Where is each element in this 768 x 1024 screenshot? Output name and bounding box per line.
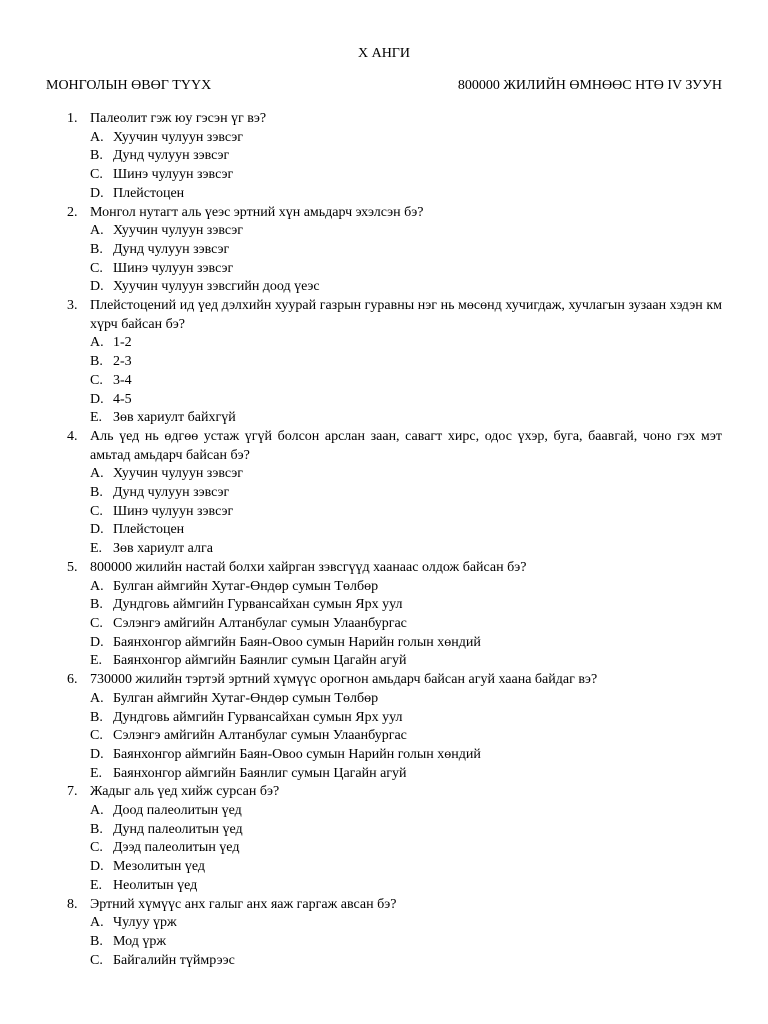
option-letter: C. <box>90 840 103 856</box>
option-text: Баянхонгор аймгийн Баян-Овоо сумын Нарийн голын хөндий <box>113 634 481 650</box>
option-text: Булган аймгийн Хутаг-Өндөр сумын Төлбөр <box>113 690 379 706</box>
option-text: Мод үрж <box>113 933 166 949</box>
question-line <box>46 428 722 465</box>
option-letter: B. <box>90 821 103 837</box>
answer-option <box>46 596 722 615</box>
answer-option <box>46 765 722 784</box>
answer-option <box>46 690 722 709</box>
answer-option <box>46 278 722 297</box>
option-text: Дунд чулуун зэвсэг <box>113 148 230 164</box>
question-number: 1. <box>67 111 78 126</box>
question-text: 800000 жилийн настай болхи хайрган зэвсгүүд хаанаас олдож байсан бэ? <box>90 559 527 575</box>
question-item <box>46 559 722 671</box>
question-text: Палеолит гэж юу гэсэн үг вэ? <box>90 111 267 126</box>
option-letter: A. <box>90 578 104 594</box>
question-item <box>46 297 722 428</box>
question-number: 5. <box>67 559 78 575</box>
answer-options <box>46 578 722 672</box>
option-text: Зөв хариулт байхгүй <box>113 410 236 426</box>
option-text: Хуучин чулуун зэвсэг <box>113 223 244 239</box>
option-text: Дундговь аймгийн Гурвансайхан сумын Ярх уул <box>113 597 403 613</box>
answer-option <box>46 484 722 503</box>
answer-option <box>46 709 722 728</box>
option-letter: D. <box>90 859 104 875</box>
period-title: 800000 ЖИЛИЙН ӨМНӨӨС НТӨ IV ЗУУН <box>457 78 722 93</box>
answer-option <box>46 540 722 559</box>
option-letter: B. <box>90 485 103 501</box>
option-letter: B. <box>90 241 103 257</box>
question-text: Монгол нутагт аль үеэс эртний хүн амьдарч эхэлсэн бэ? <box>90 204 424 220</box>
question-text: Жадыг аль үед хийж сурсан бэ? <box>90 784 280 800</box>
option-text: Зөв хариулт алга <box>113 541 213 557</box>
option-letter: C. <box>90 372 103 388</box>
question-text: Аль үед нь өдгөө устаж үгүй болсон арслан заан, савагт хирс, одос үхэр, буга, баавгай, чоно гэх мэт амьтад амьдарч байсан бэ? <box>90 428 722 463</box>
question-line <box>46 671 722 690</box>
option-letter: B. <box>90 148 103 164</box>
option-text: Дээд палеолитын үед <box>113 840 240 856</box>
answer-option <box>46 185 722 204</box>
subject-title: МОНГОЛЫН ӨВӨГ ТҮҮХ <box>46 78 212 93</box>
question-line <box>46 783 722 802</box>
question-line <box>46 204 722 223</box>
option-text: Сэлэнгэ амйгийн Алтанбулаг сумын Улаанбургас <box>113 615 407 631</box>
option-letter: A. <box>90 223 104 239</box>
option-letter: D. <box>90 185 104 201</box>
option-letter: A. <box>90 915 104 931</box>
answer-option <box>46 933 722 952</box>
option-letter: C. <box>90 260 103 276</box>
option-letter: E. <box>90 877 103 893</box>
option-text: Булган аймгийн Хутаг-Өндөр сумын Төлбөр <box>113 578 379 594</box>
option-letter: B. <box>90 354 103 370</box>
question-number: 3. <box>67 298 78 314</box>
option-text: Баянхонгор аймгийн Баян-Овоо сумын Нарийн голын хөндий <box>113 746 481 762</box>
answer-option <box>46 372 722 391</box>
option-text: Плейстоцен <box>113 522 185 538</box>
answer-options <box>46 914 722 970</box>
option-text: Сэлэнгэ амйгийн Алтанбулаг сумын Улаанбургас <box>113 728 407 744</box>
answer-option <box>46 877 722 896</box>
option-letter: E. <box>90 765 103 781</box>
question-text: 730000 жилийн тэртэй эртний хүмүүс орогнон амьдарч байсан агуй хаана байдаг вэ? <box>90 672 598 688</box>
option-text: Мезолитын үед <box>113 859 206 875</box>
option-text: Доод палеолитын үед <box>113 803 242 819</box>
answer-options <box>46 465 722 559</box>
option-text: Дунд чулуун зэвсэг <box>113 241 230 257</box>
option-letter: D. <box>90 522 104 538</box>
question-item <box>46 783 722 895</box>
answer-option <box>46 409 722 428</box>
answer-option <box>46 634 722 653</box>
answer-option <box>46 260 722 279</box>
question-line <box>46 559 722 578</box>
answer-option <box>46 858 722 877</box>
question-item <box>46 110 722 204</box>
grade-title: X АНГИ <box>357 46 411 61</box>
question-list <box>46 110 722 970</box>
answer-option <box>46 147 722 166</box>
option-text: Баянхонгор аймгийн Баянлиг сумын Цагайн агуй <box>113 653 407 669</box>
question-number: 8. <box>67 896 78 912</box>
option-text: Хуучин чулуун зэвсгийн доод үеэс <box>113 279 320 295</box>
subheader <box>46 77 722 95</box>
option-letter: A. <box>90 803 104 819</box>
answer-option <box>46 222 722 241</box>
option-letter: E. <box>90 410 103 426</box>
answer-option <box>46 521 722 540</box>
option-text: Дунд палеолитын үед <box>113 821 243 837</box>
question-number: 4. <box>67 428 78 444</box>
answer-options <box>46 129 722 204</box>
option-text: Неолитын үед <box>113 877 198 893</box>
option-text: Шинэ чулуун зэвсэг <box>113 260 234 276</box>
answer-option <box>46 166 722 185</box>
option-text: Байгалийн түймрээс <box>113 952 235 968</box>
option-letter: A. <box>90 690 104 706</box>
option-letter: C. <box>90 503 103 519</box>
option-letter: A. <box>90 129 104 145</box>
answer-options <box>46 222 722 297</box>
option-text: Плейстоцен <box>113 185 185 201</box>
answer-option <box>46 839 722 858</box>
option-text: Дунд чулуун зэвсэг <box>113 485 230 501</box>
answer-options <box>46 334 722 428</box>
question-item <box>46 896 722 971</box>
option-text: Хуучин чулуун зэвсэг <box>113 466 244 482</box>
option-text: Баянхонгор аймгийн Баянлиг сумын Цагайн агуй <box>113 765 407 781</box>
option-text: 3-4 <box>113 372 132 388</box>
option-letter: D. <box>90 391 104 407</box>
answer-option <box>46 578 722 597</box>
option-letter: A. <box>90 335 104 351</box>
option-text: Шинэ чулуун зэвсэг <box>113 503 234 519</box>
question-number: 6. <box>67 672 78 688</box>
answer-option <box>46 615 722 634</box>
option-letter: D. <box>90 746 104 762</box>
answer-option <box>46 129 722 148</box>
option-text: Хуучин чулуун зэвсэг <box>113 129 244 145</box>
option-letter: E. <box>90 541 103 557</box>
answer-option <box>46 241 722 260</box>
answer-option <box>46 652 722 671</box>
question-line <box>46 896 722 915</box>
question-item <box>46 671 722 783</box>
option-letter: B. <box>90 933 103 949</box>
question-item <box>46 428 722 559</box>
question-number: 7. <box>67 784 78 800</box>
option-letter: C. <box>90 167 103 183</box>
option-letter: C. <box>90 615 103 631</box>
option-text: 2-3 <box>113 354 132 370</box>
option-letter: B. <box>90 709 103 725</box>
option-letter: B. <box>90 597 103 613</box>
answer-option <box>46 353 722 372</box>
answer-option <box>46 952 722 971</box>
answer-option <box>46 821 722 840</box>
option-text: 1-2 <box>113 335 132 351</box>
answer-option <box>46 914 722 933</box>
option-text: 4-5 <box>113 391 132 407</box>
option-letter: D. <box>90 279 104 295</box>
option-letter: A. <box>90 466 104 482</box>
option-letter: C. <box>90 728 103 744</box>
answer-option <box>46 802 722 821</box>
question-text: Эртний хүмүүс анх галыг анх яаж гаргаж авсан бэ? <box>90 896 397 912</box>
question-text: Плейстоцений ид үед дэлхийн хуурай газрын гуравны нэг нь мөсөнд хучигдаж, хучлагын зузаан хэдэн км хүрч байсан бэ? <box>90 298 722 332</box>
answer-option <box>46 391 722 410</box>
option-letter: C. <box>90 952 103 968</box>
answer-option <box>46 746 722 765</box>
answer-option <box>46 465 722 484</box>
question-line <box>46 297 722 334</box>
answer-option <box>46 727 722 746</box>
option-text: Шинэ чулуун зэвсэг <box>113 167 234 183</box>
option-letter: D. <box>90 634 104 650</box>
answer-options <box>46 690 722 784</box>
question-line <box>46 110 722 129</box>
question-item <box>46 204 722 298</box>
question-number: 2. <box>67 204 78 220</box>
option-letter: E. <box>90 653 103 669</box>
answer-options <box>46 802 722 896</box>
option-text: Дундговь аймгийн Гурвансайхан сумын Ярх уул <box>113 709 403 725</box>
option-text: Чулуу үрж <box>113 915 177 931</box>
answer-option <box>46 503 722 522</box>
answer-option <box>46 334 722 353</box>
